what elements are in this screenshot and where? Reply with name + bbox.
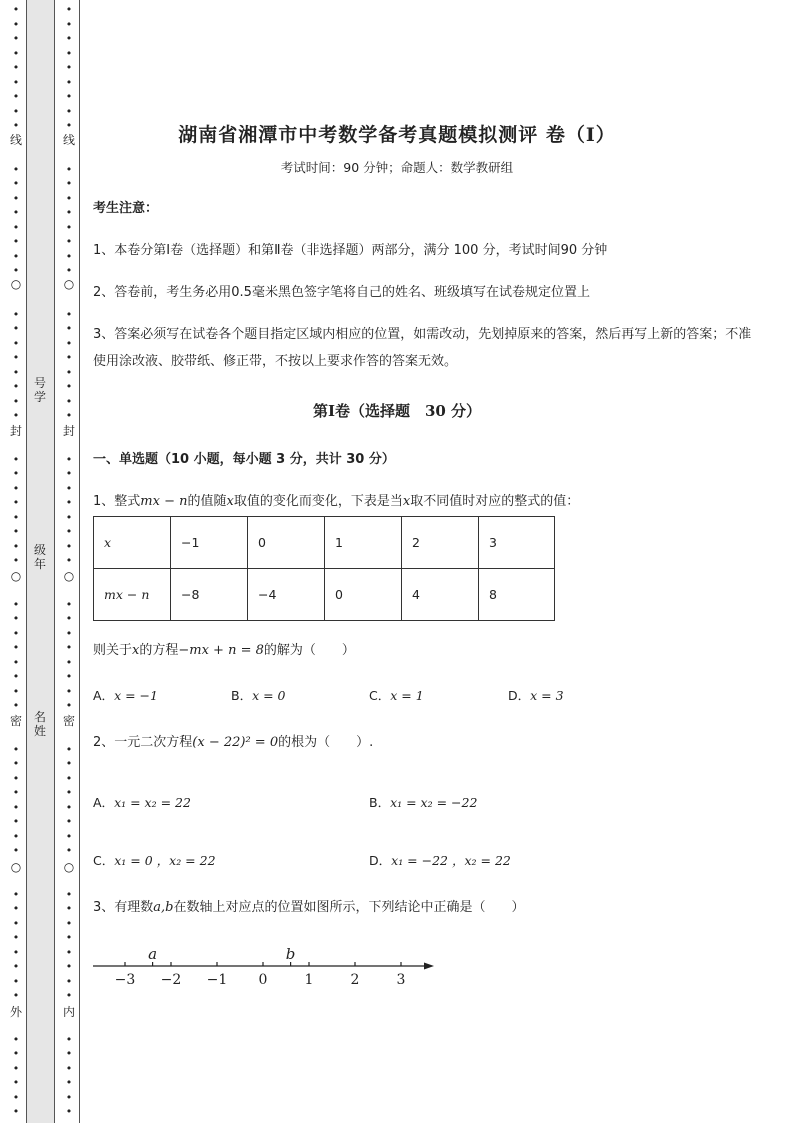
section-title: 第Ⅰ卷（选择题 30 分） (312, 402, 482, 420)
option-value: x₁ = x₂ = 22 (114, 795, 191, 810)
dot: • (12, 1090, 20, 1104)
gutter-circle: ○ (8, 860, 24, 874)
notice-item-2: 2、答卷前，考生务必用0.5毫米黑色签字笔将自己的姓名、班级填写在试卷规定位置上 (93, 285, 590, 300)
option-value: x₁ = x₂ = −22 (390, 795, 478, 810)
dot: • (12, 742, 20, 756)
dot: • (65, 655, 73, 669)
dot: • (12, 191, 20, 205)
dot: • (12, 75, 20, 89)
dot: • (65, 1032, 73, 1046)
dot: • (12, 539, 20, 553)
number-line-arrow (424, 963, 434, 970)
dot: • (12, 916, 20, 930)
dot: • (65, 235, 73, 248)
gutter-label-mi: 密 (62, 714, 75, 728)
q3-stem-text: 在数轴上对应点的位置如图所示，下列结论中正确是（ ） (173, 900, 525, 915)
table-cell: 2 (402, 517, 479, 569)
option-value: x = −1 (114, 688, 158, 703)
dot: • (12, 3, 20, 16)
question-2-stem (93, 734, 373, 752)
q2-option-c[interactable] (93, 851, 216, 869)
number-line-figure (90, 940, 440, 990)
dot: • (12, 46, 20, 60)
dot: • (12, 249, 20, 263)
dot: • (65, 670, 73, 683)
gutter-label-feng: 封 (9, 424, 22, 438)
option-label: A． (93, 688, 115, 703)
dot: • (65, 46, 73, 60)
dot: • (12, 931, 20, 944)
dot: • (12, 336, 20, 350)
option-value: x = 1 (390, 688, 424, 703)
gutter-circle: ○ (61, 277, 77, 291)
dot: • (12, 989, 20, 1002)
dot: • (65, 206, 73, 219)
dot: • (12, 235, 20, 248)
gutter-circle: ○ (8, 569, 24, 583)
dot: • (12, 655, 20, 669)
class-label: 级年 (33, 543, 46, 571)
dot: • (65, 467, 73, 480)
table-row (94, 517, 555, 569)
dot: • (65, 119, 73, 132)
dot: • (65, 191, 73, 205)
dot: • (65, 684, 73, 698)
dot: • (12, 322, 20, 335)
dot: • (12, 394, 20, 408)
dot: • (65, 220, 73, 234)
dot: • (12, 1032, 20, 1046)
dot: • (65, 177, 73, 190)
dot: • (12, 771, 20, 785)
dot: • (65, 844, 73, 857)
table-cell: 0 (248, 517, 325, 569)
question-1-ask (93, 642, 355, 660)
dot: • (12, 641, 20, 654)
notice-heading: 考生注意： (93, 201, 159, 216)
dot: • (12, 974, 20, 988)
q1-option-a[interactable] (93, 686, 158, 704)
option-value: x = 0 (252, 688, 286, 703)
number-line-tick-label: 0 (258, 972, 268, 988)
dot: • (12, 365, 20, 379)
table-cell: −4 (248, 569, 325, 621)
dot: • (65, 162, 73, 176)
gutter-circle: ○ (61, 860, 77, 874)
number-line-tick-label: 3 (396, 972, 406, 988)
option-label: C． (93, 853, 115, 868)
option-label: C． (369, 688, 391, 703)
dot: • (65, 336, 73, 350)
dot: • (12, 902, 20, 915)
gutter-label-wai: 外 (9, 1005, 22, 1019)
dot: • (12, 61, 20, 74)
dot: • (12, 452, 20, 466)
q3-variables: a,b (153, 900, 174, 915)
dot: • (12, 119, 20, 132)
gutter-label-xian: 线 (62, 133, 75, 147)
dot: • (65, 1061, 73, 1075)
dot: • (12, 1105, 20, 1118)
dot: • (65, 815, 73, 828)
exam-subtitle: 考试时间：90 分钟；命题人：数学教研组 (280, 160, 514, 175)
dot: • (12, 90, 20, 103)
q1-stem-text: 的值随 (187, 494, 227, 509)
dot: • (65, 931, 73, 944)
number-line-tick-label: −2 (160, 972, 182, 988)
q2-option-b[interactable] (369, 793, 477, 811)
dot: • (65, 960, 73, 973)
dot: • (65, 249, 73, 263)
q1-expression: mx − n (140, 494, 188, 509)
dot: • (65, 887, 73, 901)
dot: • (65, 322, 73, 335)
dot: • (65, 32, 73, 45)
dot: • (65, 597, 73, 611)
dot: • (12, 699, 20, 712)
dot: • (12, 945, 20, 959)
dot: • (65, 481, 73, 495)
q1-ask-text: 的解为（ ） (263, 643, 355, 658)
part-heading: 一、单选题（10 小题，每小题 3 分，共计 30 分） (93, 452, 395, 467)
dot: • (12, 597, 20, 611)
table-cell: −1 (171, 517, 248, 569)
question-1-stem (93, 493, 579, 511)
option-label: D． (369, 853, 392, 868)
dot: • (65, 945, 73, 959)
q1-variable: x (226, 494, 234, 509)
dot: • (12, 162, 20, 176)
dot: • (65, 612, 73, 625)
q1-stem-text: 1、整式 (93, 494, 141, 509)
table-cell: 4 (402, 569, 479, 621)
gutter-label-feng: 封 (62, 424, 75, 438)
dot: • (12, 510, 20, 524)
q2-stem-text: 的根为（ ）. (278, 735, 374, 750)
number-line-tick-label: 2 (350, 972, 360, 988)
dot: • (12, 815, 20, 828)
dot: • (65, 742, 73, 756)
q3-stem-text: 3、有理数 (93, 900, 154, 915)
dot: • (12, 757, 20, 770)
dot: • (65, 104, 73, 118)
gutter-circle: ○ (61, 569, 77, 583)
gutter-label-nei: 内 (62, 1005, 75, 1019)
dot: • (12, 177, 20, 190)
dot: • (12, 467, 20, 480)
gutter-label-xian: 线 (9, 133, 22, 147)
dot: • (12, 525, 20, 538)
number-line-tick-label: 1 (304, 972, 314, 988)
dot: • (65, 75, 73, 89)
dot: • (65, 1076, 73, 1089)
dot: • (65, 554, 73, 567)
dot: • (65, 307, 73, 321)
dot: • (65, 641, 73, 654)
table-cell-header: mx − n (94, 569, 171, 621)
table-cell: 0 (325, 569, 402, 621)
q1-variable: x (132, 643, 140, 658)
dot: • (12, 307, 20, 321)
number-line-tick-label: −3 (114, 972, 136, 988)
dot: • (65, 510, 73, 524)
table-cell: −8 (171, 569, 248, 621)
table-cell: 1 (325, 517, 402, 569)
dot: • (12, 786, 20, 799)
q1-ask-text: 的方程 (139, 643, 179, 658)
dot: • (12, 17, 20, 31)
dot: • (12, 554, 20, 567)
dot: • (65, 800, 73, 814)
q1-stem-text: 取值的变化而变化，下表是当 (233, 494, 403, 509)
dot: • (65, 974, 73, 988)
dot: • (65, 916, 73, 930)
dot: • (65, 829, 73, 843)
dot: • (65, 786, 73, 799)
dot: • (12, 409, 20, 422)
dot: • (65, 351, 73, 364)
dot: • (65, 365, 73, 379)
q1-value-table (93, 516, 555, 621)
q1-option-b[interactable] (231, 686, 286, 704)
dot: • (12, 844, 20, 857)
dot: • (12, 1076, 20, 1089)
dot: • (65, 771, 73, 785)
dot: • (65, 525, 73, 538)
dot: • (65, 626, 73, 640)
dot: • (65, 264, 73, 277)
dot: • (12, 32, 20, 45)
dot: • (12, 684, 20, 698)
q2-equation: (x − 22)² = 0 (192, 735, 279, 750)
option-label: B． (369, 795, 391, 810)
dot: • (12, 800, 20, 814)
gutter-circle: ○ (8, 277, 24, 291)
dot: • (65, 380, 73, 393)
dot: • (65, 539, 73, 553)
dot: • (65, 3, 73, 16)
q2-option-a[interactable] (93, 793, 191, 811)
notice-item-3: 3、答案必须写在试卷各个题目指定区域内相应的位置，如需改动，先划掉原来的答案，然后再写上新的答案；不准使用涂改液、胶带纸、修正带，不按以上要求作答的答案无效。 (93, 327, 752, 369)
dot: • (65, 699, 73, 712)
q1-stem-text: 取不同值时对应的整式的值： (410, 494, 580, 509)
dot: • (12, 264, 20, 277)
notice-item-1: 1、本卷分第Ⅰ卷（选择题）和第Ⅱ卷（非选择题）两部分，满分 100 分，考试时间90 分钟 (93, 243, 608, 258)
dot: • (65, 989, 73, 1002)
number-line-tick-label: −1 (206, 972, 228, 988)
table-row (94, 569, 555, 621)
dot: • (12, 887, 20, 901)
exam-title: 湖南省湘潭市中考数学备考真题模拟测评 卷（Ⅰ） (178, 124, 616, 146)
dot: • (12, 670, 20, 683)
table-cell: 8 (479, 569, 555, 621)
dot: • (65, 757, 73, 770)
dot: • (12, 220, 20, 234)
dot: • (12, 1047, 20, 1060)
table-cell-header: x (94, 517, 171, 569)
question-3-stem (93, 899, 525, 917)
option-value: x = 3 (530, 688, 564, 703)
dot: • (12, 829, 20, 843)
dot: • (65, 17, 73, 31)
dot: • (12, 626, 20, 640)
option-value: x₁ = −22 ，x₂ = 22 (391, 853, 511, 868)
dot: • (12, 351, 20, 364)
dot: • (65, 496, 73, 509)
dot: • (65, 902, 73, 915)
dot: • (12, 612, 20, 625)
q1-option-d[interactable] (508, 686, 564, 704)
q1-option-c[interactable] (369, 686, 424, 704)
gutter-label-mi: 密 (9, 714, 22, 728)
q1-ask-text: 则关于 (93, 643, 133, 658)
q1-equation: −mx + n = 8 (178, 643, 264, 658)
dot: • (12, 206, 20, 219)
number-line-point-label: b (285, 945, 296, 963)
option-label: B． (231, 688, 253, 703)
dot: • (65, 409, 73, 422)
table-cell: 3 (479, 517, 555, 569)
dot: • (12, 1061, 20, 1075)
dot: • (12, 481, 20, 495)
q2-stem-text: 2、一元二次方程 (93, 735, 193, 750)
name-label: 名姓 (33, 710, 46, 738)
dot: • (12, 104, 20, 118)
student-id-label: 号学 (33, 376, 46, 404)
dot: • (12, 496, 20, 509)
dot: • (12, 960, 20, 973)
q2-option-d[interactable] (369, 851, 511, 869)
dot: • (65, 90, 73, 103)
dot: • (65, 1090, 73, 1104)
dot: • (65, 61, 73, 74)
q1-variable: x (402, 494, 411, 509)
option-label: D． (508, 688, 531, 703)
dot: • (65, 452, 73, 466)
dot: • (65, 1105, 73, 1118)
dot: • (12, 380, 20, 393)
option-label: A． (93, 795, 115, 810)
option-value: x₁ = 0 ，x₂ = 22 (114, 853, 216, 868)
dot: • (65, 394, 73, 408)
dot: • (65, 1047, 73, 1060)
number-line-point-label: a (148, 945, 158, 963)
